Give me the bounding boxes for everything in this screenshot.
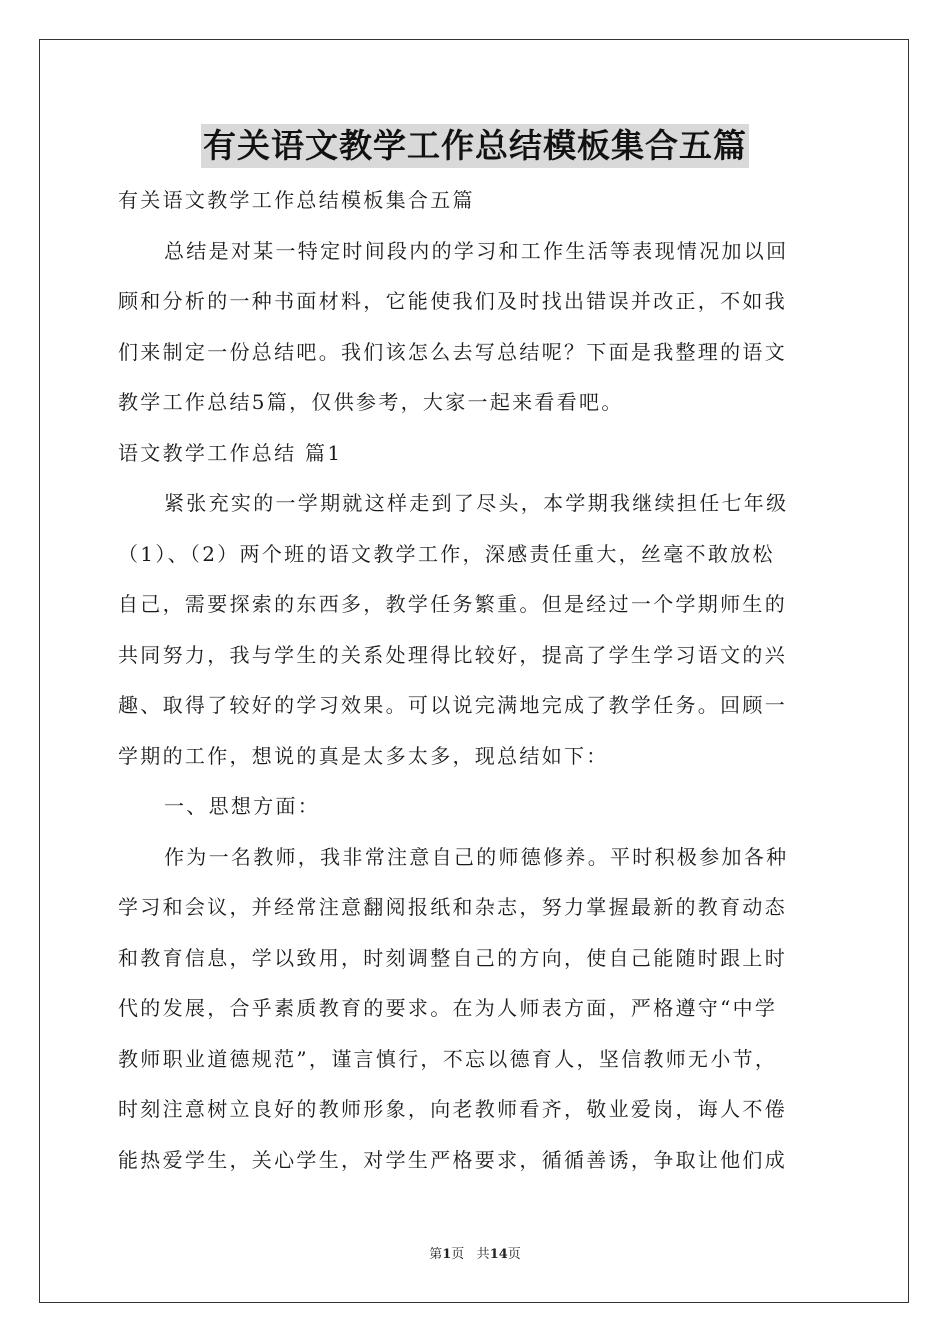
paragraph-line: 们来制定一份总结吧。我们该怎么去写总结呢？下面是我整理的语文	[118, 339, 787, 364]
page-suffix: 页	[451, 1247, 465, 1262]
paragraph-line: 代的发展，合乎素质教育的要求。在为人师表方面，严格遵守“中学	[118, 996, 778, 1020]
subsection-heading: 一、思想方面：	[164, 794, 321, 818]
total-pages: 14	[489, 1247, 508, 1262]
paragraph-line: 紧张充实的一学期就这样走到了尽头，本学期我继续担任七年级	[164, 491, 789, 515]
paragraph-line: 学期的工作，想说的真是太多太多，现总结如下：	[118, 743, 609, 768]
page-number: 1	[442, 1247, 452, 1262]
total-prefix: 共	[476, 1247, 490, 1262]
paragraph-line: 教师职业道德规范”，谨言慎行，不忘以德育人，坚信教师无小节，	[118, 1046, 778, 1071]
paragraph-line: 学习和会议，并经常注意翻阅报纸和杂志，努力掌握最新的教育动态	[118, 895, 787, 919]
page-footer	[0, 1243, 950, 1262]
paragraph-line: （1）、（2）两个班的语文教学工作，深感责任重大，丝毫不敢放松	[118, 541, 775, 566]
total-suffix: 页	[507, 1247, 521, 1262]
paragraph-line: 教学工作总结5篇，仅供参考，大家一起来看看吧。	[118, 390, 624, 414]
paragraph-line: 趣、取得了较好的学习效果。可以说完满地完成了教学任务。回顾一	[118, 693, 787, 717]
paragraph-line: 共同努力，我与学生的关系处理得比较好，提高了学生学习语文的兴	[118, 642, 787, 667]
paragraph-line: 作为一名教师，我非常注意自己的师德修养。平时积极参加各种	[164, 844, 789, 869]
paragraph-line: 能热爱学生，关心学生，对学生严格要求，循循善诱，争取让他们成	[118, 1147, 787, 1172]
paragraph-line: 总结是对某一特定时间段内的学习和工作生活等表现情况加以回	[164, 238, 789, 263]
subtitle-line: 有关语文教学工作总结模板集合五篇	[118, 188, 475, 212]
title-wrap	[0, 124, 950, 168]
body-text	[118, 175, 834, 1185]
document-title: 有关语文教学工作总结模板集合五篇	[201, 124, 749, 168]
paragraph-line: 和教育信息，学以致用，时刻调整自己的方向，使自己能随时跟上时	[118, 945, 787, 970]
page-prefix: 第	[429, 1247, 443, 1262]
paragraph-line: 时刻注意树立良好的教师形象，向老教师看齐，敬业爱岗，诲人不倦	[118, 1097, 787, 1121]
paragraph-line: 自己，需要探索的东西多，教学任务繁重。但是经过一个学期师生的	[118, 592, 787, 616]
section-heading: 语文教学工作总结 篇1	[118, 440, 343, 465]
paragraph-line: 顾和分析的一种书面材料，它能使我们及时找出错误并改正，不如我	[118, 289, 787, 313]
